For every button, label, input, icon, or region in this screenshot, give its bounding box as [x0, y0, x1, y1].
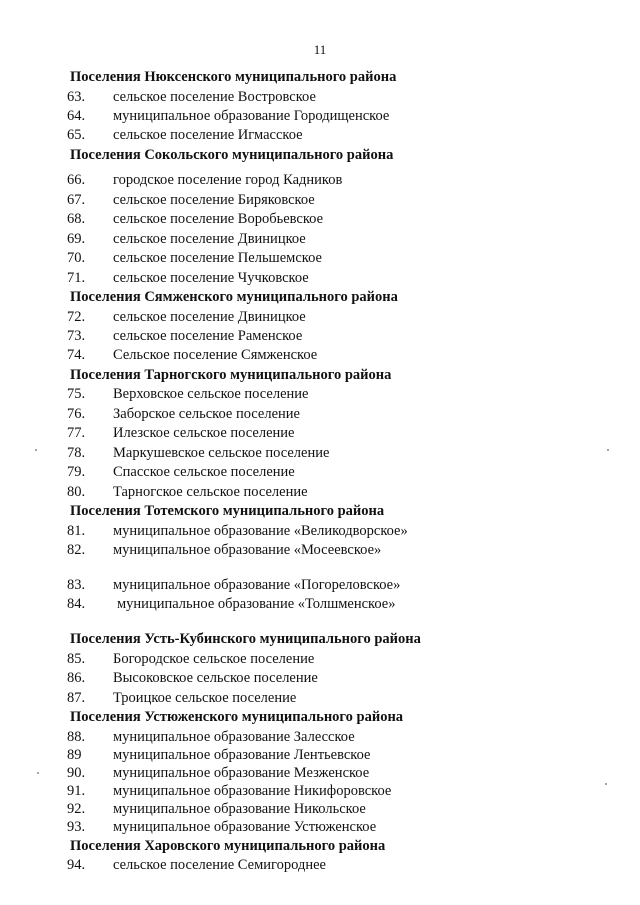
item-text: муниципальное образование Лентьевское	[113, 747, 371, 763]
item-text: Троицкое сельское поселение	[113, 690, 297, 706]
list-item	[0, 799, 640, 819]
item-text: Заборское сельское поселение	[113, 406, 300, 422]
item-number: 67.	[67, 192, 86, 208]
item-text: муниципальное образование Мезженское	[113, 765, 370, 781]
item-text: сельское поселение Семигороднее	[113, 857, 326, 873]
item-number: 82.	[67, 542, 86, 558]
item-number: 63.	[67, 89, 86, 105]
item-text: муниципальное образование «Толшменское»	[117, 596, 396, 612]
list-item	[0, 668, 640, 688]
item-number: 78.	[67, 445, 86, 461]
item-text: муниципальное образование Устюженское	[113, 819, 377, 835]
item-text: Верховское сельское поселение	[113, 386, 309, 402]
item-number: 70.	[67, 250, 86, 266]
list-item	[0, 190, 640, 210]
item-number: 85.	[67, 651, 86, 667]
section-heading: Поселения Сокольского муниципального района	[70, 147, 394, 163]
section-heading: Поселения Нюксенского муниципального района	[70, 69, 397, 85]
item-number: 86.	[67, 670, 86, 686]
item-number: 65.	[67, 127, 86, 143]
item-number: 64.	[67, 108, 86, 124]
section-heading: Поселения Тотемского муниципального района	[70, 503, 385, 519]
list-item	[0, 594, 640, 614]
list-item	[0, 855, 640, 875]
item-text: Сельское поселение Сямженское	[113, 347, 318, 363]
item-number: 94.	[67, 857, 86, 873]
item-text: сельское поселение Двиницкое	[113, 231, 306, 247]
section-heading: Поселения Тарногского муниципального района	[70, 367, 392, 383]
item-number: 87.	[67, 690, 86, 706]
item-number: 76.	[67, 406, 86, 422]
item-number: 72.	[67, 309, 86, 325]
list-item	[0, 268, 640, 288]
list-item	[0, 106, 640, 126]
item-number: 74.	[67, 347, 86, 363]
list-item	[0, 404, 640, 424]
item-number: 91.	[67, 783, 86, 799]
item-text: Тарногское сельское поселение	[113, 484, 308, 500]
item-text: муниципальное образование Городищенское	[113, 108, 390, 124]
item-number: 68.	[67, 211, 86, 227]
item-text: сельское поселение Игмасское	[113, 127, 303, 143]
list-item	[0, 443, 640, 463]
item-text: Спасское сельское поселение	[113, 464, 295, 480]
item-text: сельское поселение Двиницкое	[113, 309, 306, 325]
scan-speck	[35, 449, 37, 451]
item-text: городское поселение город Кадников	[113, 172, 343, 188]
list-item	[0, 462, 640, 482]
section-heading: Поселения Сямженского муниципального района	[70, 289, 398, 305]
item-number: 73.	[67, 328, 86, 344]
item-text: сельское поселение Востровское	[113, 89, 316, 105]
list-item	[0, 521, 640, 541]
list-item	[0, 817, 640, 837]
item-text: муниципальное образование «Погореловское»	[113, 577, 401, 593]
item-text: муниципальное образование Никифоровское	[113, 783, 392, 799]
item-number: 84.	[67, 596, 86, 612]
scan-speck	[607, 449, 609, 451]
item-text: сельское поселение Биряковское	[113, 192, 315, 208]
item-number: 77.	[67, 425, 86, 441]
item-text: Высоковское сельское поселение	[113, 670, 318, 686]
page-number: 11	[313, 42, 327, 57]
list-item	[0, 125, 640, 145]
item-number: 69.	[67, 231, 86, 247]
list-item	[0, 727, 640, 747]
list-item	[0, 575, 640, 595]
list-item	[0, 540, 640, 560]
section-heading: Поселения Усть-Кубинского муниципального района	[70, 631, 421, 647]
section-heading: Поселения Харовского муниципального района	[70, 838, 386, 854]
list-item	[0, 307, 640, 327]
item-number: 90.	[67, 765, 86, 781]
list-item	[0, 745, 640, 765]
list-item	[0, 688, 640, 708]
item-number: 83.	[67, 577, 86, 593]
list-item	[0, 326, 640, 346]
item-text: Богородское сельское поселение	[113, 651, 315, 667]
scan-speck	[605, 783, 607, 785]
item-text: Маркушевское сельское поселение	[113, 445, 330, 461]
item-text: муниципальное образование Залесское	[113, 729, 355, 745]
item-number: 93.	[67, 819, 86, 835]
list-item	[0, 170, 640, 190]
item-number: 92.	[67, 801, 86, 817]
item-text: муниципальное образование «Великодворское»	[113, 523, 408, 539]
item-number: 89	[67, 747, 82, 763]
scan-speck	[37, 772, 39, 774]
item-number: 75.	[67, 386, 86, 402]
item-text: Илезское сельское поселение	[113, 425, 295, 441]
item-number: 79.	[67, 464, 86, 480]
item-number: 71.	[67, 270, 86, 286]
list-item	[0, 649, 640, 669]
item-text: сельское поселение Чучковское	[113, 270, 309, 286]
item-text: муниципальное образование Никольское	[113, 801, 366, 817]
item-text: сельское поселение Воробьевское	[113, 211, 324, 227]
list-item	[0, 87, 640, 107]
list-item	[0, 229, 640, 249]
item-text: сельское поселение Раменское	[113, 328, 303, 344]
list-item	[0, 482, 640, 502]
item-number: 81.	[67, 523, 86, 539]
list-item	[0, 384, 640, 404]
list-item	[0, 209, 640, 229]
list-item	[0, 345, 640, 365]
item-number: 88.	[67, 729, 86, 745]
section-heading: Поселения Устюженского муниципального района	[70, 709, 404, 725]
item-number: 80.	[67, 484, 86, 500]
list-item	[0, 423, 640, 443]
item-text: сельское поселение Пельшемское	[113, 250, 322, 266]
list-item	[0, 781, 640, 801]
list-item	[0, 248, 640, 268]
item-text: муниципальное образование «Мосеевское»	[113, 542, 382, 558]
list-item	[0, 763, 640, 783]
item-number: 66.	[67, 172, 86, 188]
